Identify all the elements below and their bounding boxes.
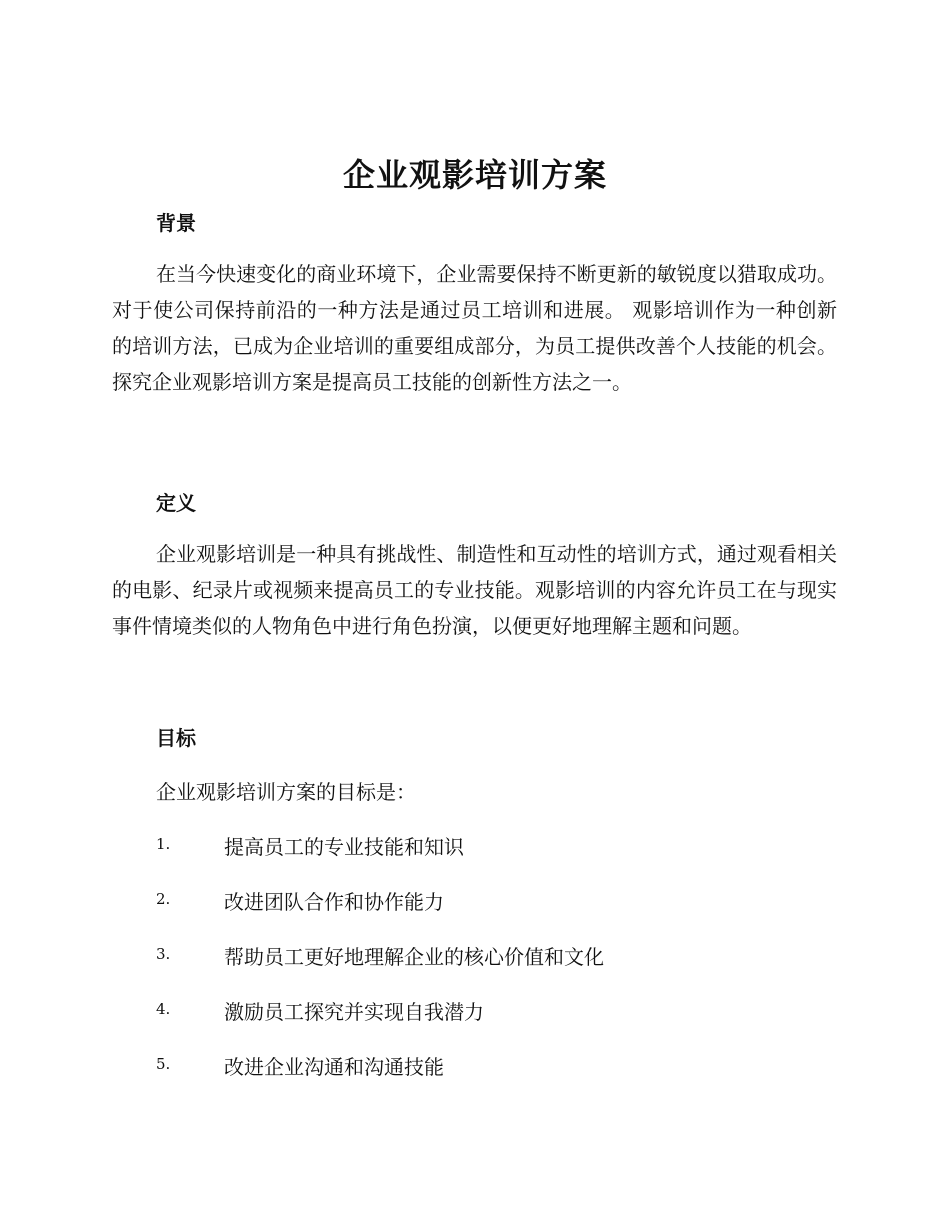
list-item-text: 改进团队合作和协作能力 (224, 890, 444, 914)
goals-intro: 企业观影培训方案的目标是： (156, 780, 416, 804)
list-item-number: 2. (156, 890, 171, 908)
list-item-text: 提高员工的专业技能和知识 (224, 835, 464, 859)
list-item-text: 帮助员工更好地理解企业的核心价值和文化 (224, 945, 604, 969)
document-title: 企业观影培训方案 (342, 156, 607, 194)
definition-paragraph: 企业观影培训是一种具有挑战性、制造性和互动性的培训方式，通过观看相关的电影、纪录片或视频来提高员工的专业技能。观影培训的内容允许员工在与现实事件情境类似的人物角色中进行角色扮演，以便更好地理解主题和问题。 (112, 542, 837, 638)
background-paragraph: 在当今快速变化的商业环境下，企业需要保持不断更新的敏锐度以猎取成功。 对于使公司保持前沿的一种方法是通过员工培训和进展。 观影培训作为一种创新的培训方法，已成为企业培训的重要组成部分，为员工提供改善个人技能的机会。 探究企业观影培训方案是提高员工技能的创新性方法之一。 (112, 262, 837, 394)
section-heading-definition: 定义 (156, 491, 196, 515)
section-heading-background: 背景 (156, 211, 196, 235)
list-item-text: 改进企业沟通和沟通技能 (224, 1055, 444, 1079)
list-item-number: 1. (156, 835, 171, 853)
list-item-number: 4. (156, 1000, 171, 1018)
list-item-number: 5. (156, 1055, 171, 1073)
list-item-number: 3. (156, 945, 171, 963)
section-heading-goals: 目标 (156, 726, 196, 750)
list-item-text: 激励员工探究并实现自我潜力 (224, 1000, 484, 1024)
